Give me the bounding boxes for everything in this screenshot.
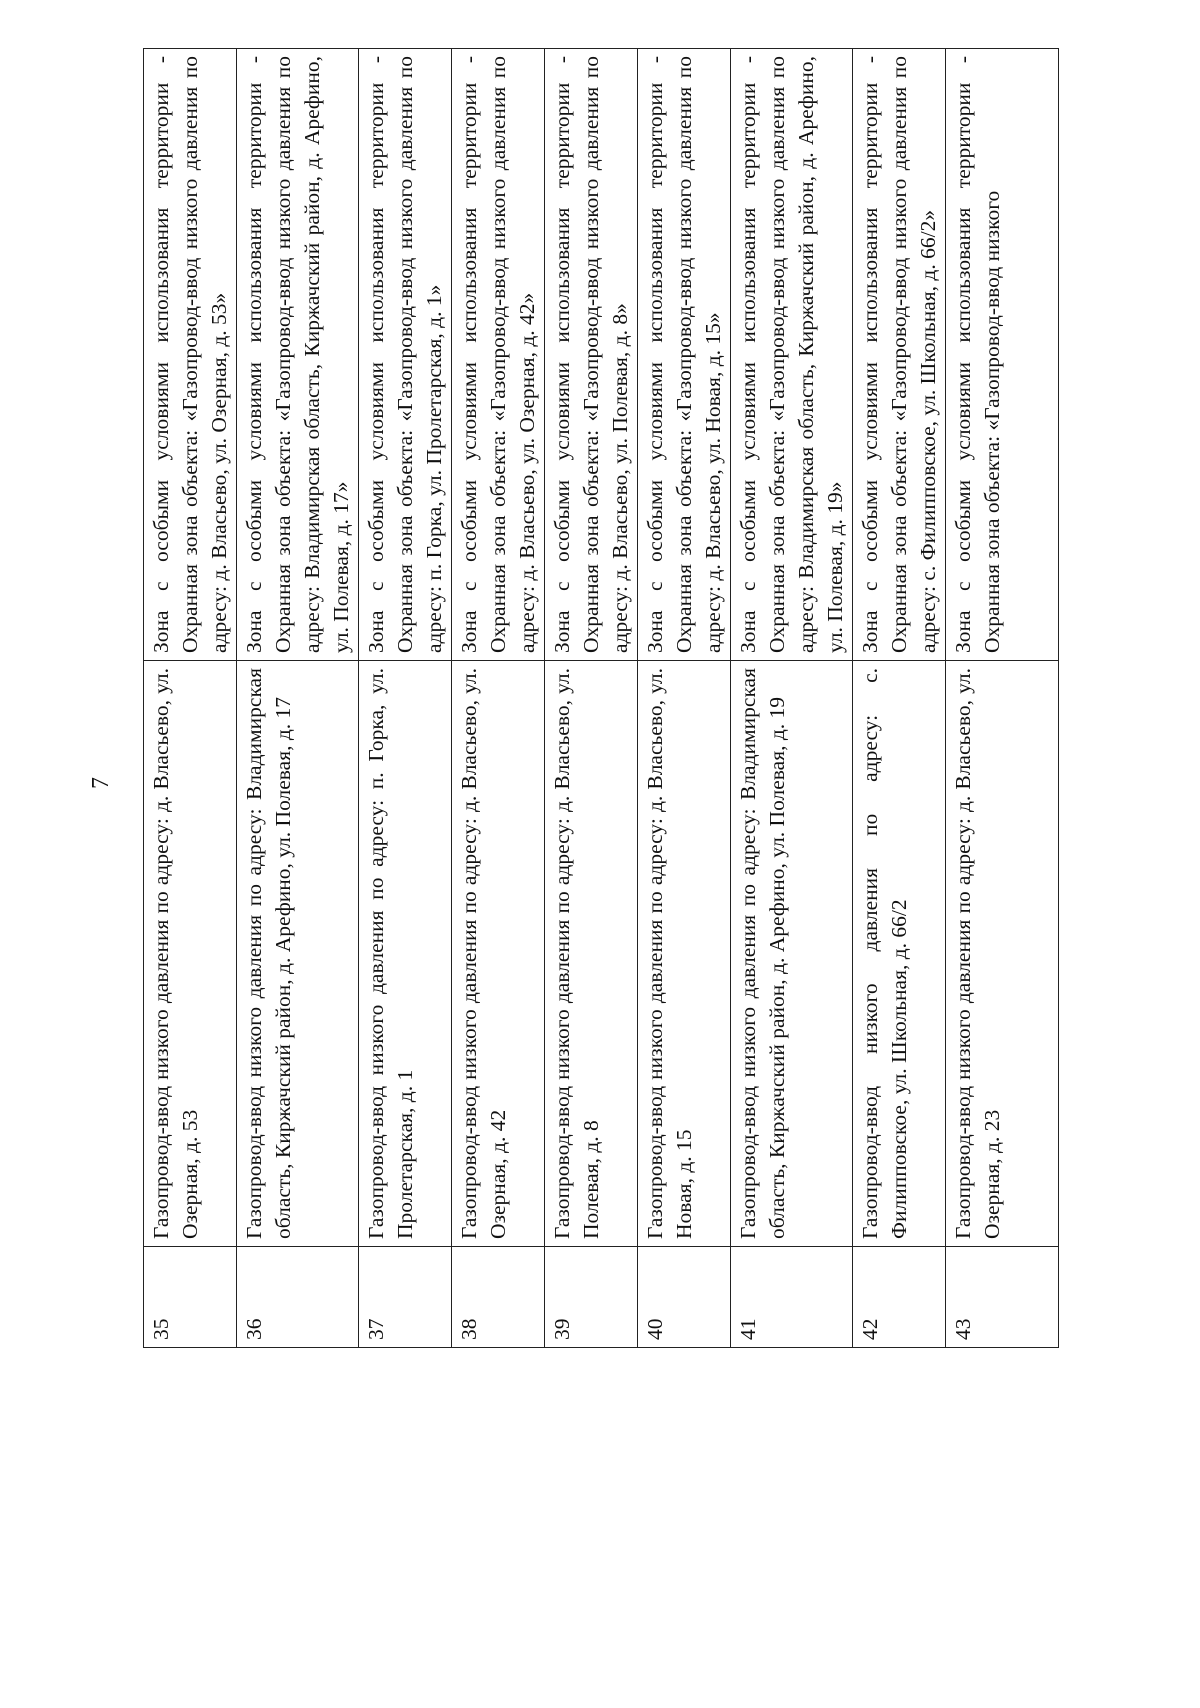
zone-description: Зона с особыми условиями использования территории - Охранная зона объекта: «Газопровод-ввод низкого давления по адресу: д. Власьево, ул. Новая, д. 15» [638, 49, 731, 661]
object-description: Газопровод-ввод низкого давления по адресу: Владимирская область, Киржачский район, д. Арефино, ул. Полевая, д. 17 [237, 661, 359, 1247]
row-number: 38 [452, 1247, 545, 1348]
table-row [545, 49, 638, 1348]
object-description: Газопровод-ввод низкого давления по адресу: д. Власьево, ул. Озерная, д. 23 [946, 661, 1059, 1247]
row-number: 41 [731, 1247, 853, 1348]
row-number: 39 [545, 1247, 638, 1348]
table-row [144, 49, 237, 1348]
table-row [452, 49, 545, 1348]
row-number: 35 [144, 1247, 237, 1348]
row-number: 42 [853, 1247, 946, 1348]
object-description: Газопровод-ввод низкого давления по адресу: д. Власьево, ул. Озерная, д. 53 [144, 661, 237, 1247]
page-number: 7 [88, 777, 114, 789]
zone-description: Зона с особыми условиями использования территории - Охранная зона объекта: «Газопровод-ввод низкого давления по адресу: Владимирская область, Киржачский район, д. Арефино, ул. Полевая, д. 19» [731, 49, 853, 661]
table-row [946, 49, 1059, 1348]
zone-description: Зона с особыми условиями использования территории - Охранная зона объекта: «Газопровод-ввод низкого давления по адресу: Владимирская область, Киржачский район, д. Арефино, ул. Полевая, д. 17» [237, 49, 359, 661]
object-description: Газопровод-ввод низкого давления по адресу: д. Власьево, ул. Новая, д. 15 [638, 661, 731, 1247]
table-row [638, 49, 731, 1348]
row-number: 40 [638, 1247, 731, 1348]
row-number: 36 [237, 1247, 359, 1348]
zone-description: Зона с особыми условиями использования территории - Охранная зона объекта: «Газопровод-ввод низкого давления по адресу: д. Власьево, ул. Полевая, д. 8» [545, 49, 638, 661]
zone-description: Зона с особыми условиями использования территории - Охранная зона объекта: «Газопровод-ввод низкого давления по адресу: с. Филипповское, ул. Школьная, д. 66/2» [853, 49, 946, 661]
object-description: Газопровод-ввод низкого давления по адресу: д. Власьево, ул. Полевая, д. 8 [545, 661, 638, 1247]
zone-description: Зона с особыми условиями использования территории - Охранная зона объекта: «Газопровод-ввод низкого [946, 49, 1059, 661]
table-row [731, 49, 853, 1348]
table-row [359, 49, 452, 1348]
zone-description: Зона с особыми условиями использования территории - Охранная зона объекта: «Газопровод-ввод низкого давления по адресу: п. Горка, ул. Пролетарская, д. 1» [359, 49, 452, 661]
row-number: 43 [946, 1247, 1059, 1348]
zone-description: Зона с особыми условиями использования территории - Охранная зона объекта: «Газопровод-ввод низкого давления по адресу: д. Власьево, ул. Озерная, д. 53» [144, 49, 237, 661]
object-description: Газопровод-ввод низкого давления по адресу: п. Горка, ул. Пролетарская, д. 1 [359, 661, 452, 1247]
object-description: Газопровод-ввод низкого давления по адресу: д. Власьево, ул. Озерная, д. 42 [452, 661, 545, 1247]
rotated-table-container [143, 48, 1059, 1348]
object-description: Газопровод-ввод низкого давления по адресу: с. Филипповское, ул. Школьная, д. 66/2 [853, 661, 946, 1247]
object-description: Газопровод-ввод низкого давления по адресу: Владимирская область, Киржачский район, д. Арефино, ул. Полевая, д. 19 [731, 661, 853, 1247]
table-row [237, 49, 359, 1348]
table-row [853, 49, 946, 1348]
zones-table [143, 48, 1059, 1348]
row-number: 37 [359, 1247, 452, 1348]
zone-description: Зона с особыми условиями использования территории - Охранная зона объекта: «Газопровод-ввод низкого давления по адресу: д. Власьево, ул. Озерная, д. 42» [452, 49, 545, 661]
